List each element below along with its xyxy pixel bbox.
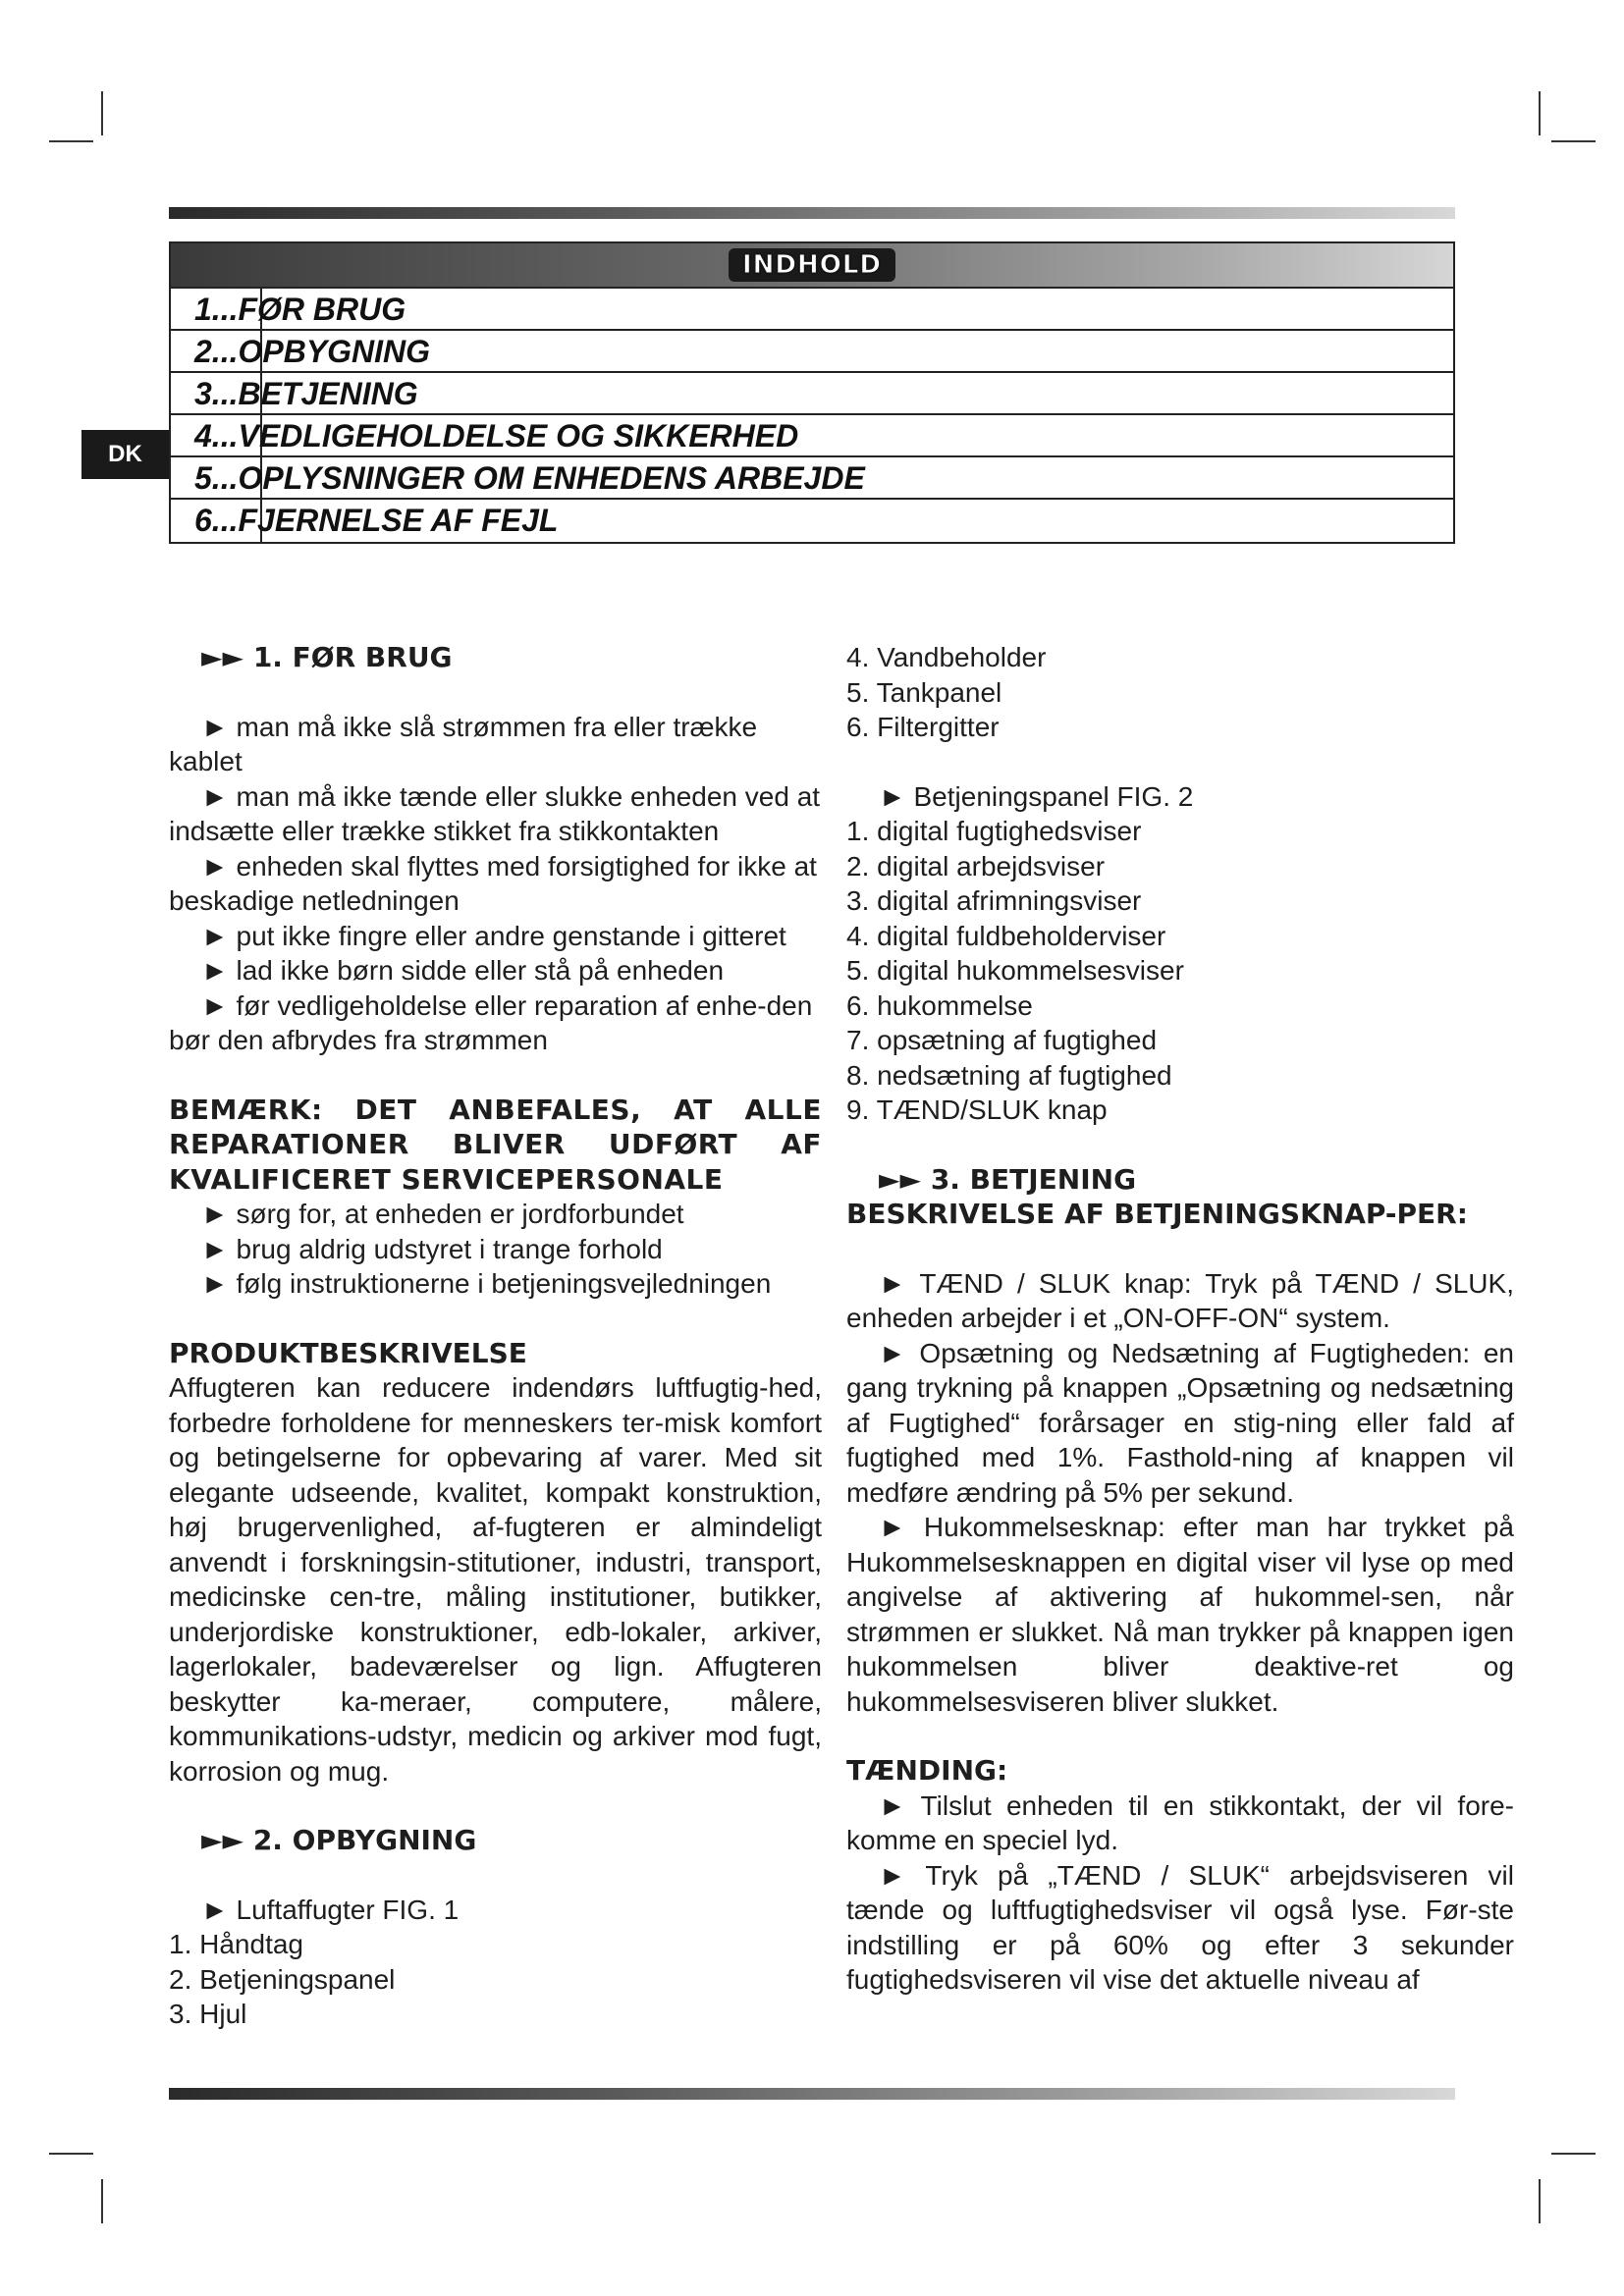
language-tab: DK (81, 430, 169, 479)
crop-mark (1539, 2179, 1541, 2223)
paragraph: ► man må ikke slå strømmen fra eller trække kablet (169, 711, 758, 776)
section-2-heading: ►► 2. OPBYGNING (201, 1824, 477, 1856)
section-3-heading: ►► 3. BETJENING (879, 1162, 1137, 1196)
on-heading: TÆNDING: (846, 1754, 1008, 1787)
table-of-contents (169, 241, 1455, 544)
crop-mark (49, 140, 93, 142)
paragraph: ► Opsætning og Nedsætning af Fugtigheden: en gang trykning på knappen „Opsætning og nedsætning af Fugtighed“ forårsager en stig-ning eller fald af fugtighed med 1%. Fasthold-ning af knappen vil medføre ændring på 5% per sekund. (846, 1337, 1514, 1508)
paragraph: ► Tilslut enheden til en stikkontakt, der vil fore-komme en speciel lyd. (846, 1789, 1514, 1855)
list-item: 4. digital fuldbeholderviser (846, 920, 1166, 951)
list-item: 1. digital fugtighedsviser (846, 816, 1142, 846)
paragraph: Affugteren kan reducere indendørs luftfugtig-hed, forbedre forholdene for menneskers ter-misk komfort og betingelserne for opbevaring af varer. Med sit elegante udseende, kvalitet, kompakt konstruktion, høj brugervenlighed, af-fugteren er almindeligt anvendt i forskningsin-stitutioner, industri, transport, medicinske cen-tre, måling institutioner, butikker, underjordiske konstruktioner, edb-lokaler, arkiver, lagerlokaler, badeværelser og lign. Affugteren beskytter ka-meraer, computere, målere, kommunikations-udstyr, medicin og arkiver mod fugt, korrosion og mug. (169, 1372, 822, 1787)
paragraph: ► put ikke fingre eller andre genstande i gitteret (201, 920, 786, 951)
toc-header (171, 243, 1453, 289)
paragraph: ► brug aldrig udstyret i trange forhold (201, 1233, 663, 1264)
list-item: 3. digital afrimningsviser (846, 885, 1142, 916)
product-heading: PRODUKTBESKRIVELSE (169, 1336, 527, 1369)
list-item: 3. Hjul (169, 1999, 247, 2029)
list-item: 1. Håndtag (169, 1929, 303, 1959)
list-item: 5. Tankpanel (846, 676, 1002, 708)
top-decor-bar (169, 207, 1455, 219)
crop-mark (49, 2153, 93, 2155)
section-3-subheading: BESKRIVELSE AF BETJENINGSKNAP-PER: (846, 1198, 1468, 1230)
figure-caption: ► Luftaffugter FIG. 1 (201, 1894, 460, 1925)
paragraph: ► før vedligeholdelse eller reparation af enhe-den bør den afbrydes fra strømmen (169, 989, 813, 1055)
list-item: 8. nedsætning af fugtighed (846, 1059, 1172, 1091)
paragraph: ► følg instruktionerne i betjeningsvejledningen (201, 1268, 772, 1299)
paragraph: ► Hukommelsesknap: efter man har trykket på Hukommelsesknappen en digital viser vil lyse op med angivelse af aktivering af hukommel-sen, når strømmen er slukket. Nå man trykker på knappen igen hukommelsen bliver deaktive-ret og hukommelsesviseren bliver slukket. (846, 1512, 1514, 1717)
crop-mark (1551, 140, 1596, 142)
left-column (169, 640, 822, 2032)
list-item: 2. digital arbejdsviser (846, 850, 1106, 881)
list-item: 9. TÆND/SLUK knap (846, 1095, 1108, 1125)
toc-title: INDHOLD (729, 248, 895, 282)
list-item: 6. Filtergitter (846, 712, 1000, 742)
toc-item: 4...VEDLIGEHOLDELSE OG SIKKERHED (171, 415, 1453, 457)
note-heading: BEMÆRK: DET ANBEFALES, AT ALLE REPARATIONER BLIVER UDFØRT AF KVALIFICERET SERVICEPERSONALE (169, 1093, 822, 1196)
paragraph: ► man må ikke tænde eller slukke enheden ved at indsætte eller trække stikket fra stikkontakten (169, 780, 821, 846)
toc-item: 5...OPLYSNINGER OM ENHEDENS ARBEJDE (171, 457, 1453, 500)
section-1-heading: ►► 1. FØR BRUG (201, 641, 453, 673)
toc-item: 2...OPBYGNING (171, 331, 1453, 373)
list-item: 4. Vandbeholder (846, 642, 1047, 672)
paragraph: ► TÆND / SLUK knap: Tryk på TÆND / SLUK, enheden arbejder i et „ON-OFF-ON“ system. (846, 1267, 1514, 1333)
paragraph: ► Tryk på „TÆND / SLUK“ arbejdsviseren vil tænde og luftfugtighedsviser vil også lyse. Før-ste indstilling er på 60% og efter 3 sekunder fugtighedsviseren vil vise det aktuelle niveau af (846, 1859, 1514, 1995)
bottom-decor-bar (169, 2088, 1455, 2100)
toc-item: 6...FJERNELSE AF FEJL (194, 503, 559, 538)
toc-item: 3...BETJENING (171, 373, 1453, 415)
crop-mark (1539, 91, 1541, 135)
crop-mark (1551, 2153, 1596, 2155)
figure-caption: ► Betjeningspanel FIG. 2 (879, 780, 1194, 812)
paragraph: ► sørg for, at enheden er jordforbundet (201, 1199, 684, 1229)
toc-item: 1...FØR BRUG (171, 289, 1453, 331)
list-item: 2. Betjeningspanel (169, 1963, 396, 1995)
paragraph: ► enheden skal flyttes med forsigtighed for ikke at beskadige netledningen (169, 850, 817, 916)
paragraph: ► lad ikke børn sidde eller stå på enheden (201, 955, 725, 986)
right-column (846, 640, 1514, 1998)
list-item: 5. digital hukommelsesviser (846, 955, 1184, 986)
crop-mark (101, 91, 103, 135)
list-item: 6. hukommelse (846, 989, 1033, 1021)
crop-mark (101, 2179, 103, 2223)
list-item: 7. opsætning af fugtighed (846, 1025, 1158, 1055)
